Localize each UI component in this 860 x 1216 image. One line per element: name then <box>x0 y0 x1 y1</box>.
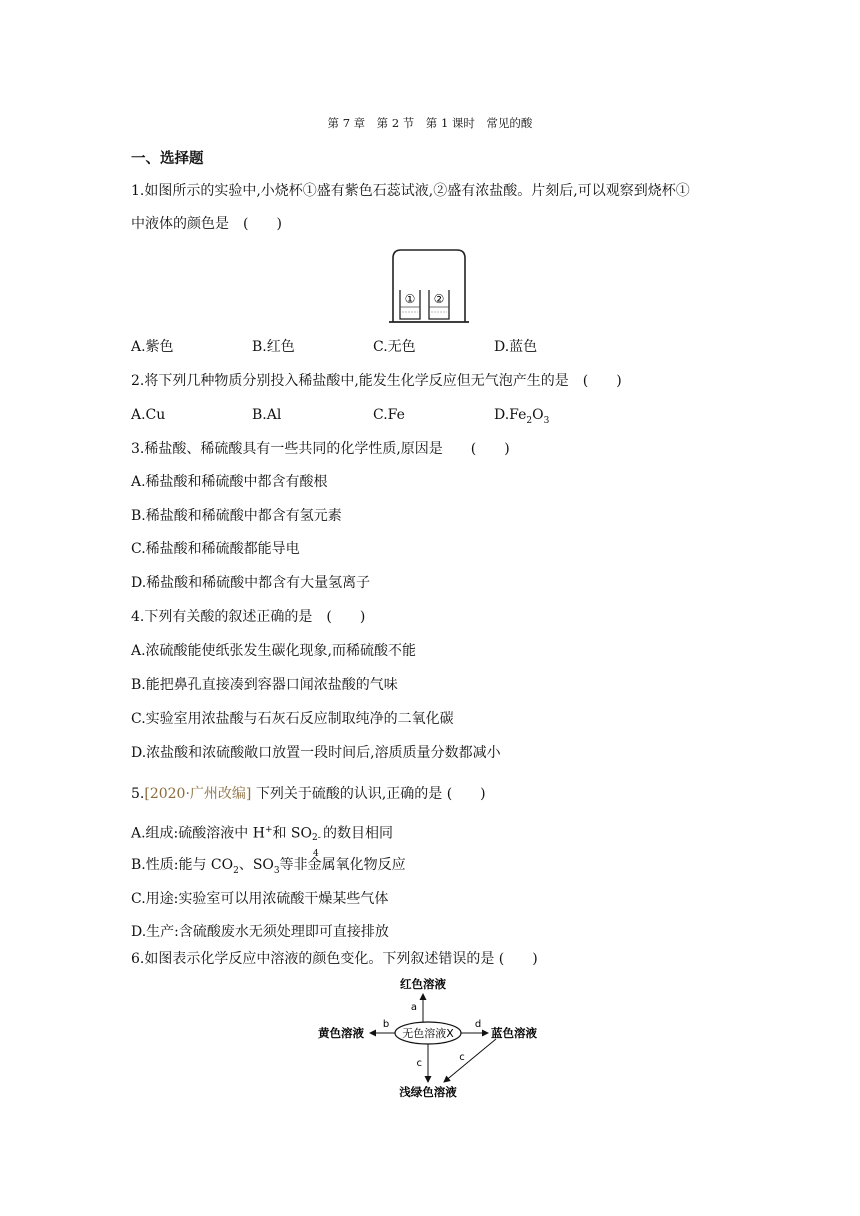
q5-option-b: B.性质:能与 $CO_2$、$SO_3$等非金属氧化物反应 <box>131 857 406 876</box>
node-light-green-solution: 浅绿色溶液 <box>399 1085 457 1099</box>
q1-option-d: D.蓝色 <box>494 339 538 355</box>
q4-text: 4.下列有关酸的叙述正确的是 ( ) <box>131 609 366 625</box>
q1-option-c: C.无色 <box>373 339 416 355</box>
page-header: 第 7 章 第 2 节 第 1 课时 常见的酸 <box>327 116 533 130</box>
beaker-2-label: ② <box>433 292 445 306</box>
arrow-c-from-blue <box>444 1039 496 1082</box>
q5-option-d: D.生产:含硫酸废水无须处理即可直接排放 <box>131 924 389 940</box>
arrow-b-label: b <box>382 1019 390 1030</box>
q1-option-b: B.红色 <box>252 339 295 355</box>
q5-text: 5.[2020·广州改编] 下列关于硫酸的认识,正确的是 ( ) <box>131 786 486 802</box>
q3-text: 3.稀盐酸、稀硫酸具有一些共同的化学性质,原因是 ( ) <box>131 441 510 457</box>
q1-apparatus-figure <box>388 248 470 324</box>
q2-option-c: C.Fe <box>373 407 405 423</box>
q6-color-change-diagram <box>310 972 550 1102</box>
node-blue-solution: 蓝色溶液 <box>491 1026 537 1040</box>
q2-text: 2.将下列几种物质分别投入稀盐酸中,能发生化学反应但无气泡产生的是 ( ) <box>131 373 622 389</box>
node-colorless-solution-x: 无色溶液X <box>402 1027 454 1040</box>
node-red-solution: 红色溶液 <box>400 977 446 991</box>
q1-text-line1: 1.如图所示的实验中,小烧杯①盛有紫色石蕊试液,②盛有浓盐酸。片刻后,可以观察到烧杯① <box>131 183 690 199</box>
arrow-c-from-blue-label: c <box>459 1052 465 1063</box>
q5-source-tag: [2020·广州改编] <box>144 786 252 802</box>
q4-option-d: D.浓盐酸和浓硫酸敞口放置一段时间后,溶质质量分数都减小 <box>131 745 501 761</box>
arrow-a-label: a <box>410 1002 417 1013</box>
q2-option-a: A.Cu <box>131 407 166 423</box>
q5-option-a: A.组成:硫酸溶液中 H+和 SO 2- 4 的数目相同 <box>131 825 394 859</box>
q5-option-c: C.用途:实验室可以用浓硫酸干燥某些气体 <box>131 891 389 907</box>
q6-text: 6.如图表示化学反应中溶液的颜色变化。下列叙述错误的是 ( ) <box>131 951 538 967</box>
q2-option-d: $D.Fe_2O_3$ <box>494 407 550 426</box>
section-title: 一、选择题 <box>131 150 204 167</box>
q2-option-b: B.Al <box>252 407 282 423</box>
arrow-c-from-x-label: c <box>416 1058 422 1069</box>
node-yellow-solution: 黄色溶液 <box>318 1026 364 1040</box>
q3-option-c: C.稀盐酸和稀硫酸都能导电 <box>131 541 300 557</box>
q3-option-d: D.稀盐酸和稀硫酸中都含有大量氢离子 <box>131 575 371 591</box>
q4-option-c: C.实验室用浓盐酸与石灰石反应制取纯净的二氧化碳 <box>131 711 454 727</box>
q3-option-b: B.稀盐酸和稀硫酸中都含有氢元素 <box>131 508 342 524</box>
beaker-1-label: ① <box>404 292 416 306</box>
q3-option-a: A.稀盐酸和稀硫酸中都含有酸根 <box>131 474 328 490</box>
arrow-d-label: d <box>474 1019 482 1030</box>
q1-option-a: A.紫色 <box>131 339 174 355</box>
q4-option-b: B.能把鼻孔直接凑到容器口闻浓盐酸的气味 <box>131 677 398 693</box>
q1-text-line2: 中液体的颜色是 ( ) <box>131 216 282 232</box>
q4-option-a: A.浓硫酸能使纸张发生碳化现象,而稀硫酸不能 <box>131 643 417 659</box>
